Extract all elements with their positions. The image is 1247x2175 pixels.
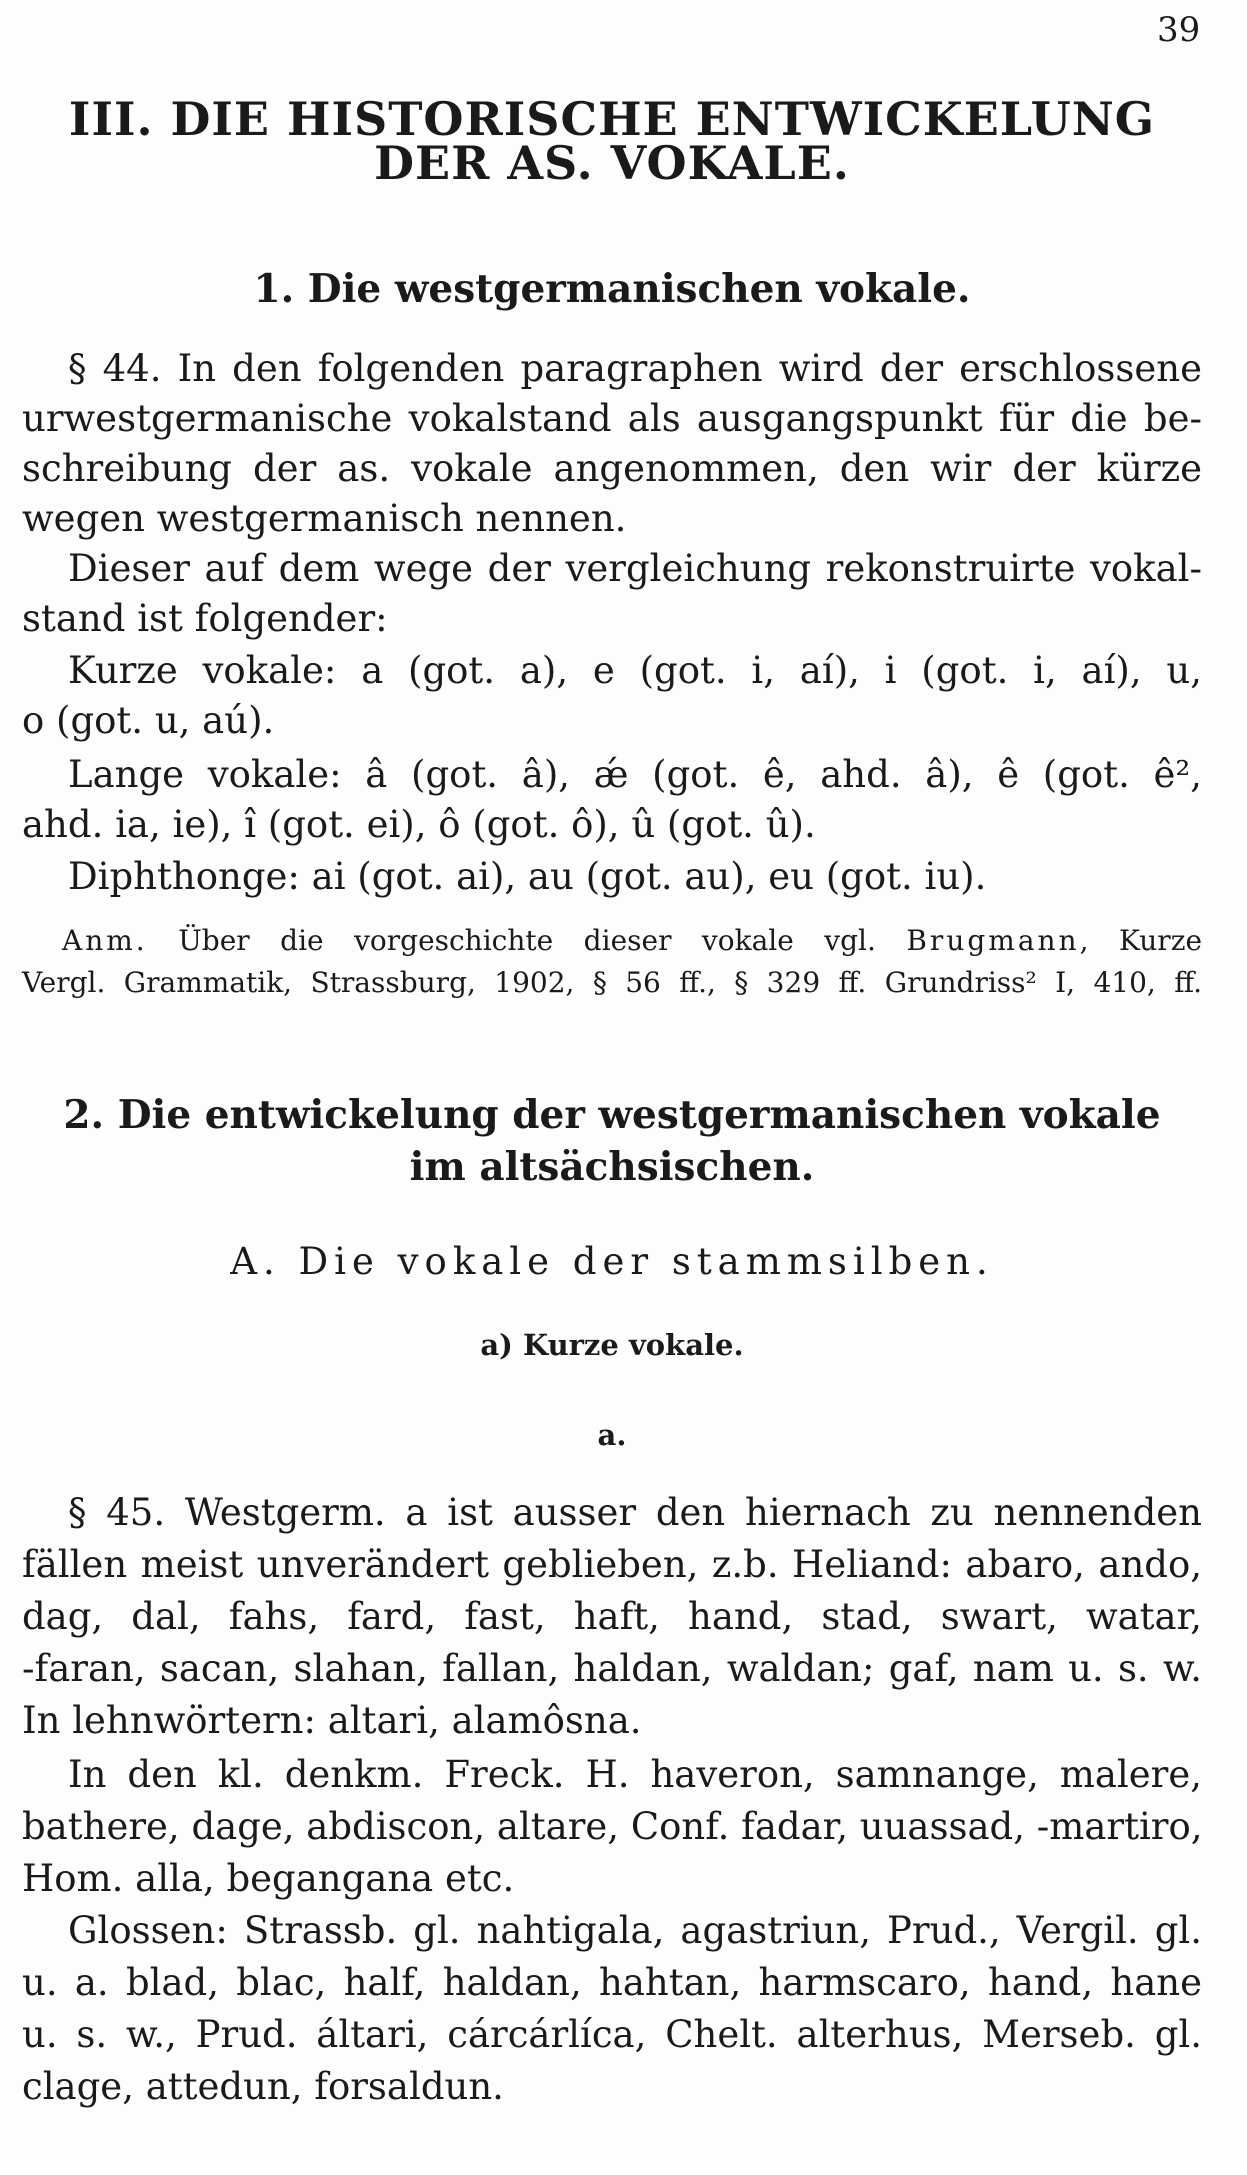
anm-line-1 <box>22 924 1202 957</box>
anm-line-2: Vergl. Grammatik, Strassburg, 1902, § 56 ff., § 329 ff. Grundriss² I, 410, ff. <box>22 966 1202 999</box>
kurze-vokale-line-1 <box>22 648 1202 694</box>
diphthonge-label: Diphthonge: <box>68 855 300 898</box>
para45-line-9: Glossen: Strassb. gl. nahtigala, agastriun, Prud., Vergil. gl. <box>68 1909 1202 1952</box>
para45-line-10: u. a. blad, blac, half, haldan, hahtan, harmscaro, hand, hane <box>22 1961 1202 2004</box>
page-number: 39 <box>1157 10 1201 50</box>
para45-line-7: bathere, dage, abdiscon, altare, Conf. fadar, uuassad, -martiro, <box>22 1805 1203 1848</box>
lange-vokale-line-2: ahd. ia, ie), î (got. ei), ô (got. ô), û (got. û). <box>22 803 816 846</box>
kurze-vokale-list-1: a (got. a), e (got. i, aí), i (got. i, aí), u, <box>361 649 1202 692</box>
para44-line-3: schreibung der as. vokale angenommen, den wir der kürze <box>22 447 1202 490</box>
subsection-kurze-title: a) Kurze vokale. <box>480 1328 744 1362</box>
kurze-vokale-label: Kurze vokale: <box>68 649 337 692</box>
para44-line-2: urwestgermanische vokalstand als ausgangspunkt für die be- <box>22 397 1202 440</box>
section-1-title: 1. Die westgermanischen vokale. <box>253 266 971 312</box>
subsection-letter-a: a. <box>597 1418 627 1452</box>
para45-line-2: fällen meist unverändert geblieben, z.b. Heliand: abaro, ando, <box>22 1543 1202 1586</box>
lange-vokale-list-1: â (got. â), ǽ (got. ê, ahd. â), ê (got. ê², <box>365 753 1203 796</box>
kurze-vokale-line-2: o (got. u, aú). <box>22 699 275 742</box>
para45-line-3: dag, dal, fahs, fard, fast, haft, hand, stad, swart, watar, <box>22 1595 1202 1638</box>
para45-line-5: In lehnwörtern: altari, alamôsna. <box>22 1699 642 1742</box>
para45-line-4: -faran, sacan, slahan, fallan, haldan, waldan; gaf, nam u. s. w. <box>22 1647 1202 1690</box>
subsection-a-title: A. Die vokale der stammsilben. <box>230 1240 994 1283</box>
para45-line-8: Hom. alla, begangana etc. <box>22 1857 515 1900</box>
para44b-line-2: stand ist folgender: <box>22 597 388 640</box>
diphthonge-list: ai (got. ai), au (got. au), eu (got. iu). <box>311 855 987 898</box>
chapter-title-line-1: III. DIE HISTORISCHE ENTWICKELUNG <box>68 92 1156 146</box>
para45-line-6: In den kl. denkm. Freck. H. haveron, samnange, malere, <box>68 1753 1202 1796</box>
anm-text-1: Über die vorgeschichte dieser vokale vgl. <box>178 924 876 957</box>
anm-label: Anm. <box>62 924 148 957</box>
diphthonge-line <box>22 854 1202 900</box>
para44-line-4: wegen westgermanisch nennen. <box>22 497 627 540</box>
para45-line-12: clage, attedun, forsaldun. <box>22 2065 504 2108</box>
chapter-title-line-2: DER AS. VOKALE. <box>374 136 850 190</box>
lange-vokale-line-1 <box>22 752 1202 798</box>
anm-author: Brugmann <box>906 924 1080 957</box>
section-2-title-line-1: 2. Die entwickelung der westgermanischen vokale <box>63 1092 1161 1138</box>
para44-line-1: § 44. In den folgenden paragraphen wird der erschlossene <box>68 347 1202 390</box>
para45-line-1: § 45. Westgerm. a ist ausser den hiernach zu nennenden <box>68 1491 1202 1534</box>
lange-vokale-label: Lange vokale: <box>68 753 342 796</box>
section-2-title-line-2: im altsächsischen. <box>409 1144 815 1190</box>
anm-text-1b: , Kurze <box>1079 924 1203 957</box>
para44b-line-1: Dieser auf dem wege der vergleichung rekonstruirte vokal- <box>68 547 1202 590</box>
para45-line-11: u. s. w., Prud. áltari, cárcárlíca, Chelt. alterhus, Merseb. gl. <box>22 2013 1202 2056</box>
